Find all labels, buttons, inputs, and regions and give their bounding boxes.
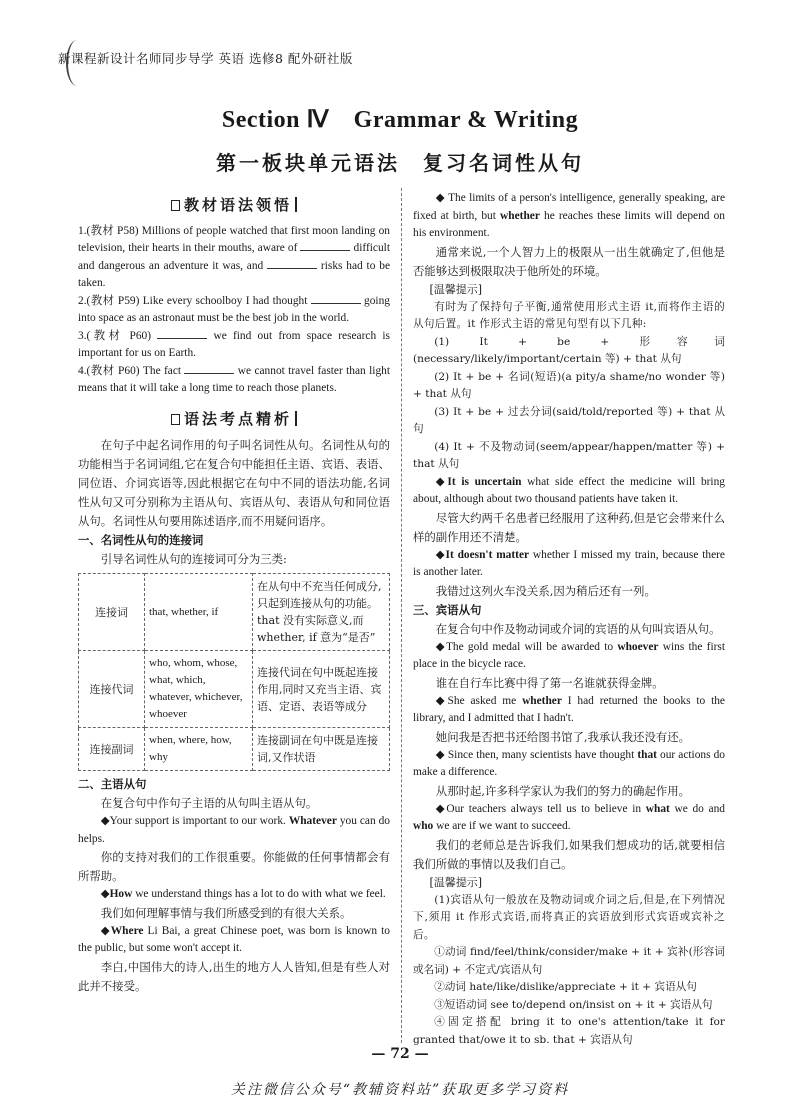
answer-blank[interactable] [311,294,361,304]
table-cell: 连接副词 [79,728,145,771]
table-cell: 连接代词 [79,651,145,728]
answer-blank[interactable] [157,329,207,339]
tip-item: ①动词 find/feel/think/consider/make + it + 宾补(形容词或名词) + 不定式/宾语从句 [413,946,725,976]
table-row [79,574,390,651]
table-cell: who, whom, whose, what, which, whatever, whichever, whoever [145,651,253,728]
example-sentence: ◆The gold medal will be awarded to whoever wins the first place in the bicycle race. [413,640,725,670]
example-translation: 她问我是否把书还给图书馆了,我承认我还没有还。 [435,729,691,744]
footer-note: 关注微信公众号“教辅资料站”获取更多学习资料 [230,1082,570,1098]
exercise-3: 3.(教材 P60) we find out from space research is important for us on Earth. [78,329,390,359]
exercise-1: 1.(教材 P58) Millions of people watched that first moon landing on television, their hearts in their mouths, aware of difficult and dangerous an adventure it was, and risks had to be taken. [78,224,390,289]
object-clause-intro: 在复合句中作及物动词或介词的宾语的从句叫宾语从句。 [435,621,721,636]
example-sentence: ◆Where Li Bai, a great Chinese poet, was born is known to the public, but some won't accept it. [78,924,390,954]
column-divider [401,188,402,1043]
example-translation: 尽管大约两千名患者已经服用了这种药,但是它会带来什么样的副作用还不清楚。 [413,510,725,544]
part-title: 第一板块单元语法 复习名词性从句 [216,151,584,175]
answer-blank[interactable] [300,241,350,251]
table-cell: when, where, how, why [145,728,253,771]
example-translation: 通常来说,一个人智力上的极限从一出生就确定了,但他是否能够达到极限取决于他所处的环境。 [413,244,725,278]
tip-text: (1)宾语从句一般放在及物动词或介词之后,但是,在下列情况下,须用 it 作形式宾语,而将真正的宾语放到形式宾语或宾补之后。 [413,893,725,941]
tip-item: ③短语动词 see to/depend on/insist on + it + 宾语从句 [434,998,713,1011]
example-sentence: ◆It is uncertain what side effect the medicine will bring about, although about two thousand patients have taken it. [413,475,725,505]
subject-clause-intro: 在复合句中作句子主语的从句叫主语从句。 [100,796,318,810]
example-sentence: ◆She asked me whether I had returned the books to the library, and I admitted that I hadn't. [413,694,725,724]
example-sentence: ◆Your support is important to our work. Whatever you can do helps. [78,815,390,845]
exercise-2: 2.(教材 P59) Like every schoolboy I had thought going into space as an astronaut must be the best job in the world. [78,294,390,324]
example-translation: 我错过这列火车没关系,因为稍后还有一列。 [435,583,656,598]
connectives-intro: 引导名词性从句的连接词可分为三类: [100,552,287,566]
tip-item: (2) It + be + 名词(短语)(a pity/a shame/no wonder 等) + that 从句 [413,370,725,400]
example-sentence: ◆ Since then, many scientists have thought that our actions do make a difference. [413,748,725,778]
example-translation: 谁在自行车比赛中得了第一名谁就获得金牌。 [435,675,664,690]
example-translation: 李白,中国伟大的诗人,出生的地方人人皆知,但是有些人对此并不接受。 [78,959,390,993]
section-title: Section Ⅳ Grammar & Writing [221,107,579,133]
bookmark-icon [171,414,180,425]
example-sentence: ◆It doesn't matter whether I missed my train, because there is another later. [413,548,725,578]
answer-blank[interactable] [267,259,317,269]
tip-heading: [温馨提示] [429,282,483,296]
heading-connectives: 一、名词性从句的连接词 [78,533,204,547]
connectives-table [78,573,390,771]
page-number: — 72 — [371,1046,429,1062]
tip-text: 有时为了保持句子平衡,通常使用形式主语 it,而将作主语的从句后置。it 作形式主语的常见句型有以下几种: [413,300,725,330]
right-column [413,190,725,1049]
table-row [79,728,390,771]
bookmark-icon [171,200,180,211]
block-title-textbook-grammar: 教材语法领悟 [78,194,390,217]
table-cell: 连接代词在句中既起连接作用,同时又充当主语、宾语、定语、表语等成分 [253,651,390,728]
table-cell: 连接词 [79,574,145,651]
tip-item: (4) It + 不及物动词(seem/appear/happen/matter 等) + that 从句 [413,440,725,470]
tip-heading: [温馨提示] [429,875,483,889]
intro-paragraph: 在句子中起名词作用的句子叫名词性从句。名词性从句的功能相当于名词词组,它在复合句中能担任主语、宾语、表语、同位语、介词宾语等,因此根据它在句中不同的语法功能,名词性从句又可分别称为主语从句、宾语从句、表语从句和同位语从句。名词性从句要用陈述语序,而不用疑问语序。 [78,438,390,528]
tip-item: (3) It + be + 过去分词(said/told/reported 等) + that 从句 [413,405,725,435]
table-row [79,651,390,728]
example-translation: 我们的老师总是告诉我们,如果我们想成功的话,就要相信我们所做的事情以及我们自己。 [413,837,725,871]
heading-subject-clause: 二、主语从句 [78,777,147,791]
exercise-4: 4.(教材 P60) The fact we cannot travel faster than light means that it will take a long time to reach those planets. [78,364,390,394]
example-sentence: ◆Our teachers always tell us to believe in what we do and who we are if we want to succeed. [413,802,725,832]
heading-object-clause: 三、宾语从句 [413,602,482,617]
tip-item: (1) It + be + 形容词(necessary/likely/important/certain 等) + that 从句 [413,335,725,365]
example-translation: 你的支持对我们的工作很重要。你能做的任何事情都会有所帮助。 [78,850,390,883]
table-cell: that, whether, if [145,574,253,651]
example-sentence: ◆How we understand things has a lot to do with what we feel. [100,888,386,900]
example-translation: 从那时起,许多科学家认为我们的努力的确起作用。 [435,783,691,798]
example-translation: 我们如何理解事情与我们所感受到的有很大关系。 [100,905,352,920]
tip-item: ④固定搭配 bring it to one's attention/take it for granted that/owe it to sb. that + 宾语从句 [413,1016,725,1046]
tip-item: ②动词 hate/like/dislike/appreciate + it + 宾语从句 [434,981,697,993]
answer-blank[interactable] [184,364,234,374]
block-title-grammar-analysis: 语法考点精析 [78,408,390,431]
table-cell: 连接副词在句中既是连接词,又作状语 [253,728,390,771]
example-sentence: ◆ The limits of a person's intelligence, generally speaking, are fixed at birth, but whether he reaches these limits will depend on his environment. [413,192,725,239]
book-header: 新课程新设计名师同步导学 英语 选修8 配外研社版 [58,51,353,66]
left-column [78,190,390,996]
table-cell: 在从句中不充当任何成分,只起到连接从句的功能。that 没有实际意义,而 whether, if 意为“是否” [253,574,390,651]
